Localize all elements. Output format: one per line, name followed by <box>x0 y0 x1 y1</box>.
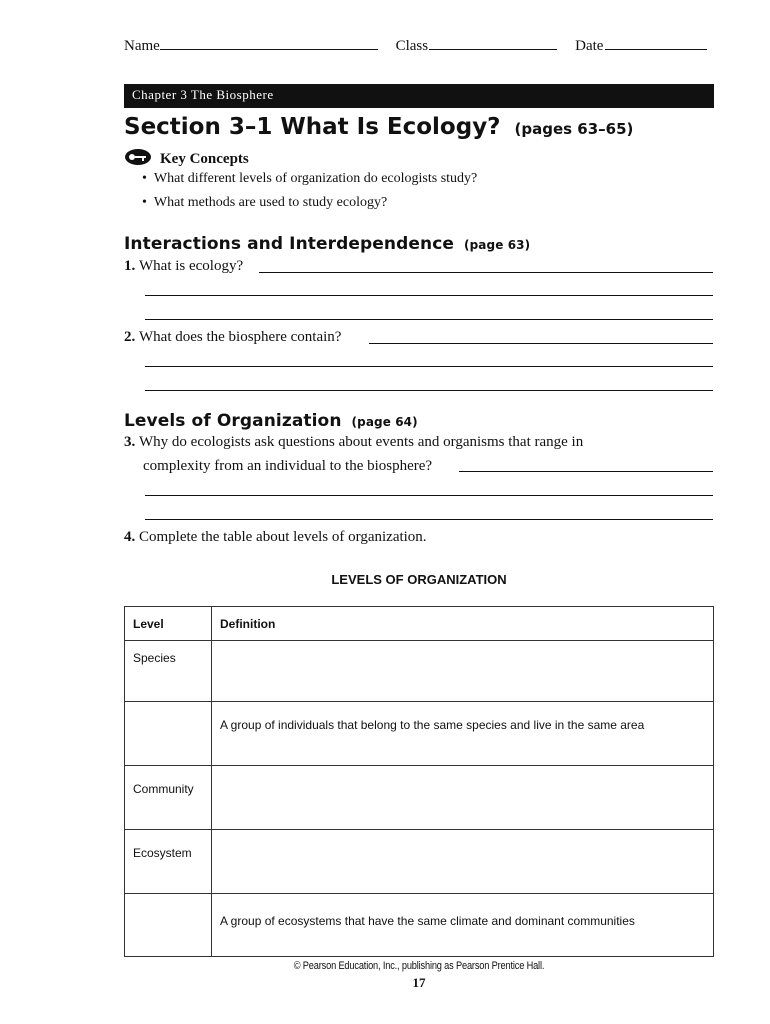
definition-text <box>220 830 705 842</box>
question-number: 1. <box>124 258 136 274</box>
answer-line[interactable] <box>459 471 713 472</box>
definition-text <box>220 641 705 653</box>
level-cell[interactable] <box>125 702 212 766</box>
table-row <box>125 894 714 957</box>
key-concepts-label: Key Concepts <box>160 151 249 167</box>
level-text <box>133 894 203 906</box>
question-text: What is ecology? <box>139 258 244 274</box>
key-icon <box>124 148 152 171</box>
level-cell[interactable] <box>125 894 212 957</box>
table-title: LEVELS OF ORGANIZATION <box>331 572 507 587</box>
class-blank[interactable] <box>429 37 557 50</box>
key-concept-text: What different levels of organization do ecologists study? <box>153 171 478 186</box>
answer-line[interactable] <box>145 519 713 520</box>
section-pages: (pages 63–65) <box>514 120 634 138</box>
table-header-definition <box>212 607 714 641</box>
chapter-bar <box>124 84 714 108</box>
definition-cell[interactable] <box>212 830 714 894</box>
table-row <box>125 830 714 894</box>
question-text: Complete the table about levels of organization. <box>139 529 427 545</box>
copyright-notice: © Pearson Education, Inc., publishing as Pearson Prentice Hall. <box>293 960 545 972</box>
subsection-title: Interactions and Interdependence <box>124 234 455 254</box>
question-number: 4. <box>124 529 136 545</box>
key-concept-item: • What methods are used to study ecology? <box>142 195 388 210</box>
definition-cell[interactable] <box>212 766 714 830</box>
table-row <box>125 641 714 702</box>
date-label: Date <box>575 38 604 54</box>
header-text: Level <box>133 617 164 631</box>
table-row <box>125 702 714 766</box>
levels-table <box>124 606 714 957</box>
name-blank[interactable] <box>160 37 378 50</box>
answer-line[interactable] <box>369 343 713 344</box>
answer-line[interactable] <box>145 319 713 320</box>
name-label: Name <box>124 38 160 54</box>
answer-line[interactable] <box>145 295 713 296</box>
level-cell[interactable] <box>125 830 212 894</box>
level-text: Community <box>133 782 194 796</box>
level-cell[interactable] <box>125 641 212 702</box>
question-number: 3. <box>124 434 136 450</box>
header-fields <box>124 37 707 55</box>
definition-cell[interactable] <box>212 641 714 702</box>
level-text <box>133 702 203 714</box>
definition-cell[interactable] <box>212 702 714 766</box>
chapter-title: Chapter 3 The Biosphere <box>132 87 274 102</box>
question-1 <box>124 258 243 275</box>
question-3-continued <box>143 458 432 475</box>
definition-cell[interactable] <box>212 894 714 957</box>
key-concept-item: • What different levels of organization do ecologists study? <box>142 171 478 186</box>
question-number: 2. <box>124 329 136 345</box>
subsection-pages: (page 63) <box>464 238 531 252</box>
header-text: Definition <box>220 617 276 631</box>
section-title <box>124 114 633 140</box>
answer-line[interactable] <box>145 495 713 496</box>
definition-text: A group of ecosystems that have the same climate and dominant communities <box>220 914 635 928</box>
level-text: Ecosystem <box>133 846 192 860</box>
table-header-row <box>125 607 714 641</box>
subsection-pages: (page 64) <box>351 415 418 429</box>
subsection-heading <box>124 234 530 254</box>
question-text: What does the biosphere contain? <box>139 329 342 345</box>
definition-text: A group of individuals that belong to the same species and live in the same area <box>220 718 645 732</box>
class-label: Class <box>395 38 429 54</box>
date-blank[interactable] <box>605 37 707 50</box>
key-concept-text: What methods are used to study ecology? <box>153 195 388 210</box>
answer-line[interactable] <box>145 366 713 367</box>
level-cell[interactable] <box>125 766 212 830</box>
question-2 <box>124 329 341 346</box>
answer-line[interactable] <box>145 390 713 391</box>
question-text: Why do ecologists ask questions about events and organisms that range in <box>139 434 584 450</box>
key-concepts-heading <box>124 148 249 171</box>
question-3 <box>124 434 583 451</box>
level-text: Species <box>133 651 176 665</box>
section-heading: Section 3–1 What Is Ecology? <box>124 114 501 140</box>
question-text: complexity from an individual to the biosphere? <box>143 458 433 474</box>
table-header-level <box>125 607 212 641</box>
question-4 <box>124 529 427 546</box>
page-number: 17 <box>412 975 426 990</box>
subsection-heading <box>124 411 418 431</box>
table-row <box>125 766 714 830</box>
definition-text <box>220 766 705 778</box>
subsection-title: Levels of Organization <box>124 411 342 431</box>
answer-line[interactable] <box>259 272 713 273</box>
